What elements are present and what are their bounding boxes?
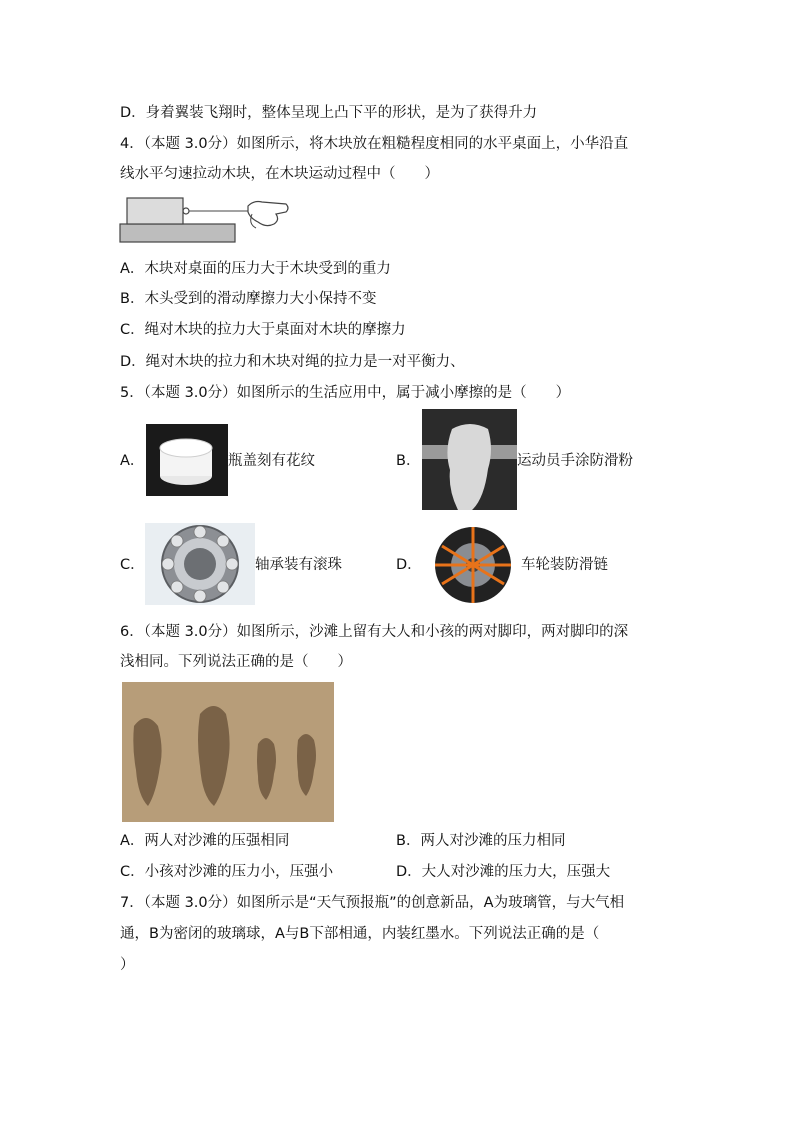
q6-stem-line2: 浅相同。下列说法正确的是（ ）	[120, 654, 352, 670]
q4-stem-line2: 线水平匀速拉动木块，在木块运动过程中（ ）	[120, 166, 439, 182]
snow-chain-tire-photo	[432, 522, 514, 608]
q4-option-b: B．木头受到的滑动摩擦力大小保持不变	[120, 291, 377, 307]
q6-option-b: B．两人对沙滩的压力相同	[396, 833, 566, 849]
q5-option-c-text: 轴承装有滚珠	[255, 557, 342, 573]
q5-option-b-text: 运动员手涂防滑粉	[517, 453, 633, 469]
q6-stem-line1: 6．（本题 3.0分）如图所示，沙滩上留有大人和小孩的两对脚印，两对脚印的深	[120, 624, 629, 640]
q5-option-b-letter: B．	[396, 453, 421, 469]
chalked-hand-photo	[422, 409, 517, 510]
q4-stem-line1: 4．（本题 3.0分）如图所示，将木块放在粗糙程度相同的水平桌面上，小华沿直	[120, 136, 629, 152]
bottle-cap-photo	[146, 424, 228, 496]
q5-stem: 5．（本题 3.0分）如图所示的生活应用中，属于减小摩擦的是（ ）	[120, 385, 571, 401]
q6-option-d: D．大人对沙滩的压力大，压强大	[396, 864, 611, 880]
bearing-photo	[145, 523, 255, 605]
q7-stem-line2: 通，B为密闭的玻璃球，A与B下部相通，内装红墨水。下列说法正确的是（	[120, 926, 600, 942]
q5-option-c-letter: C．	[120, 557, 145, 573]
q5-option-a-text: 瓶盖刻有花纹	[228, 453, 315, 469]
block-pull-figure	[118, 194, 298, 246]
q6-option-a: A．两人对沙滩的压强相同	[120, 833, 290, 849]
q3-option-d: D．身着翼装飞翔时，整体呈现上凸下平的形状，是为了获得升力	[120, 105, 538, 121]
q5-option-d-text: 车轮装防滑链	[521, 557, 608, 573]
q6-option-c: C．小孩对沙滩的压力小，压强小	[120, 864, 334, 880]
q4-option-c: C．绳对木块的拉力大于桌面对木块的摩擦力	[120, 322, 406, 338]
q7-stem-line3: ）	[120, 957, 135, 973]
q4-option-a: A．木块对桌面的压力大于木块受到的重力	[120, 261, 391, 277]
q5-option-d-letter: D．	[396, 557, 422, 573]
q5-option-a-letter: A．	[120, 453, 145, 469]
q7-stem-line1: 7．（本题 3.0分）如图所示是“天气预报瓶”的创意新品，A为玻璃管，与大气相	[120, 895, 625, 911]
q4-option-d: D．绳对木块的拉力和木块对绳的拉力是一对平衡力、	[120, 354, 465, 370]
footprints-photo	[122, 682, 334, 822]
